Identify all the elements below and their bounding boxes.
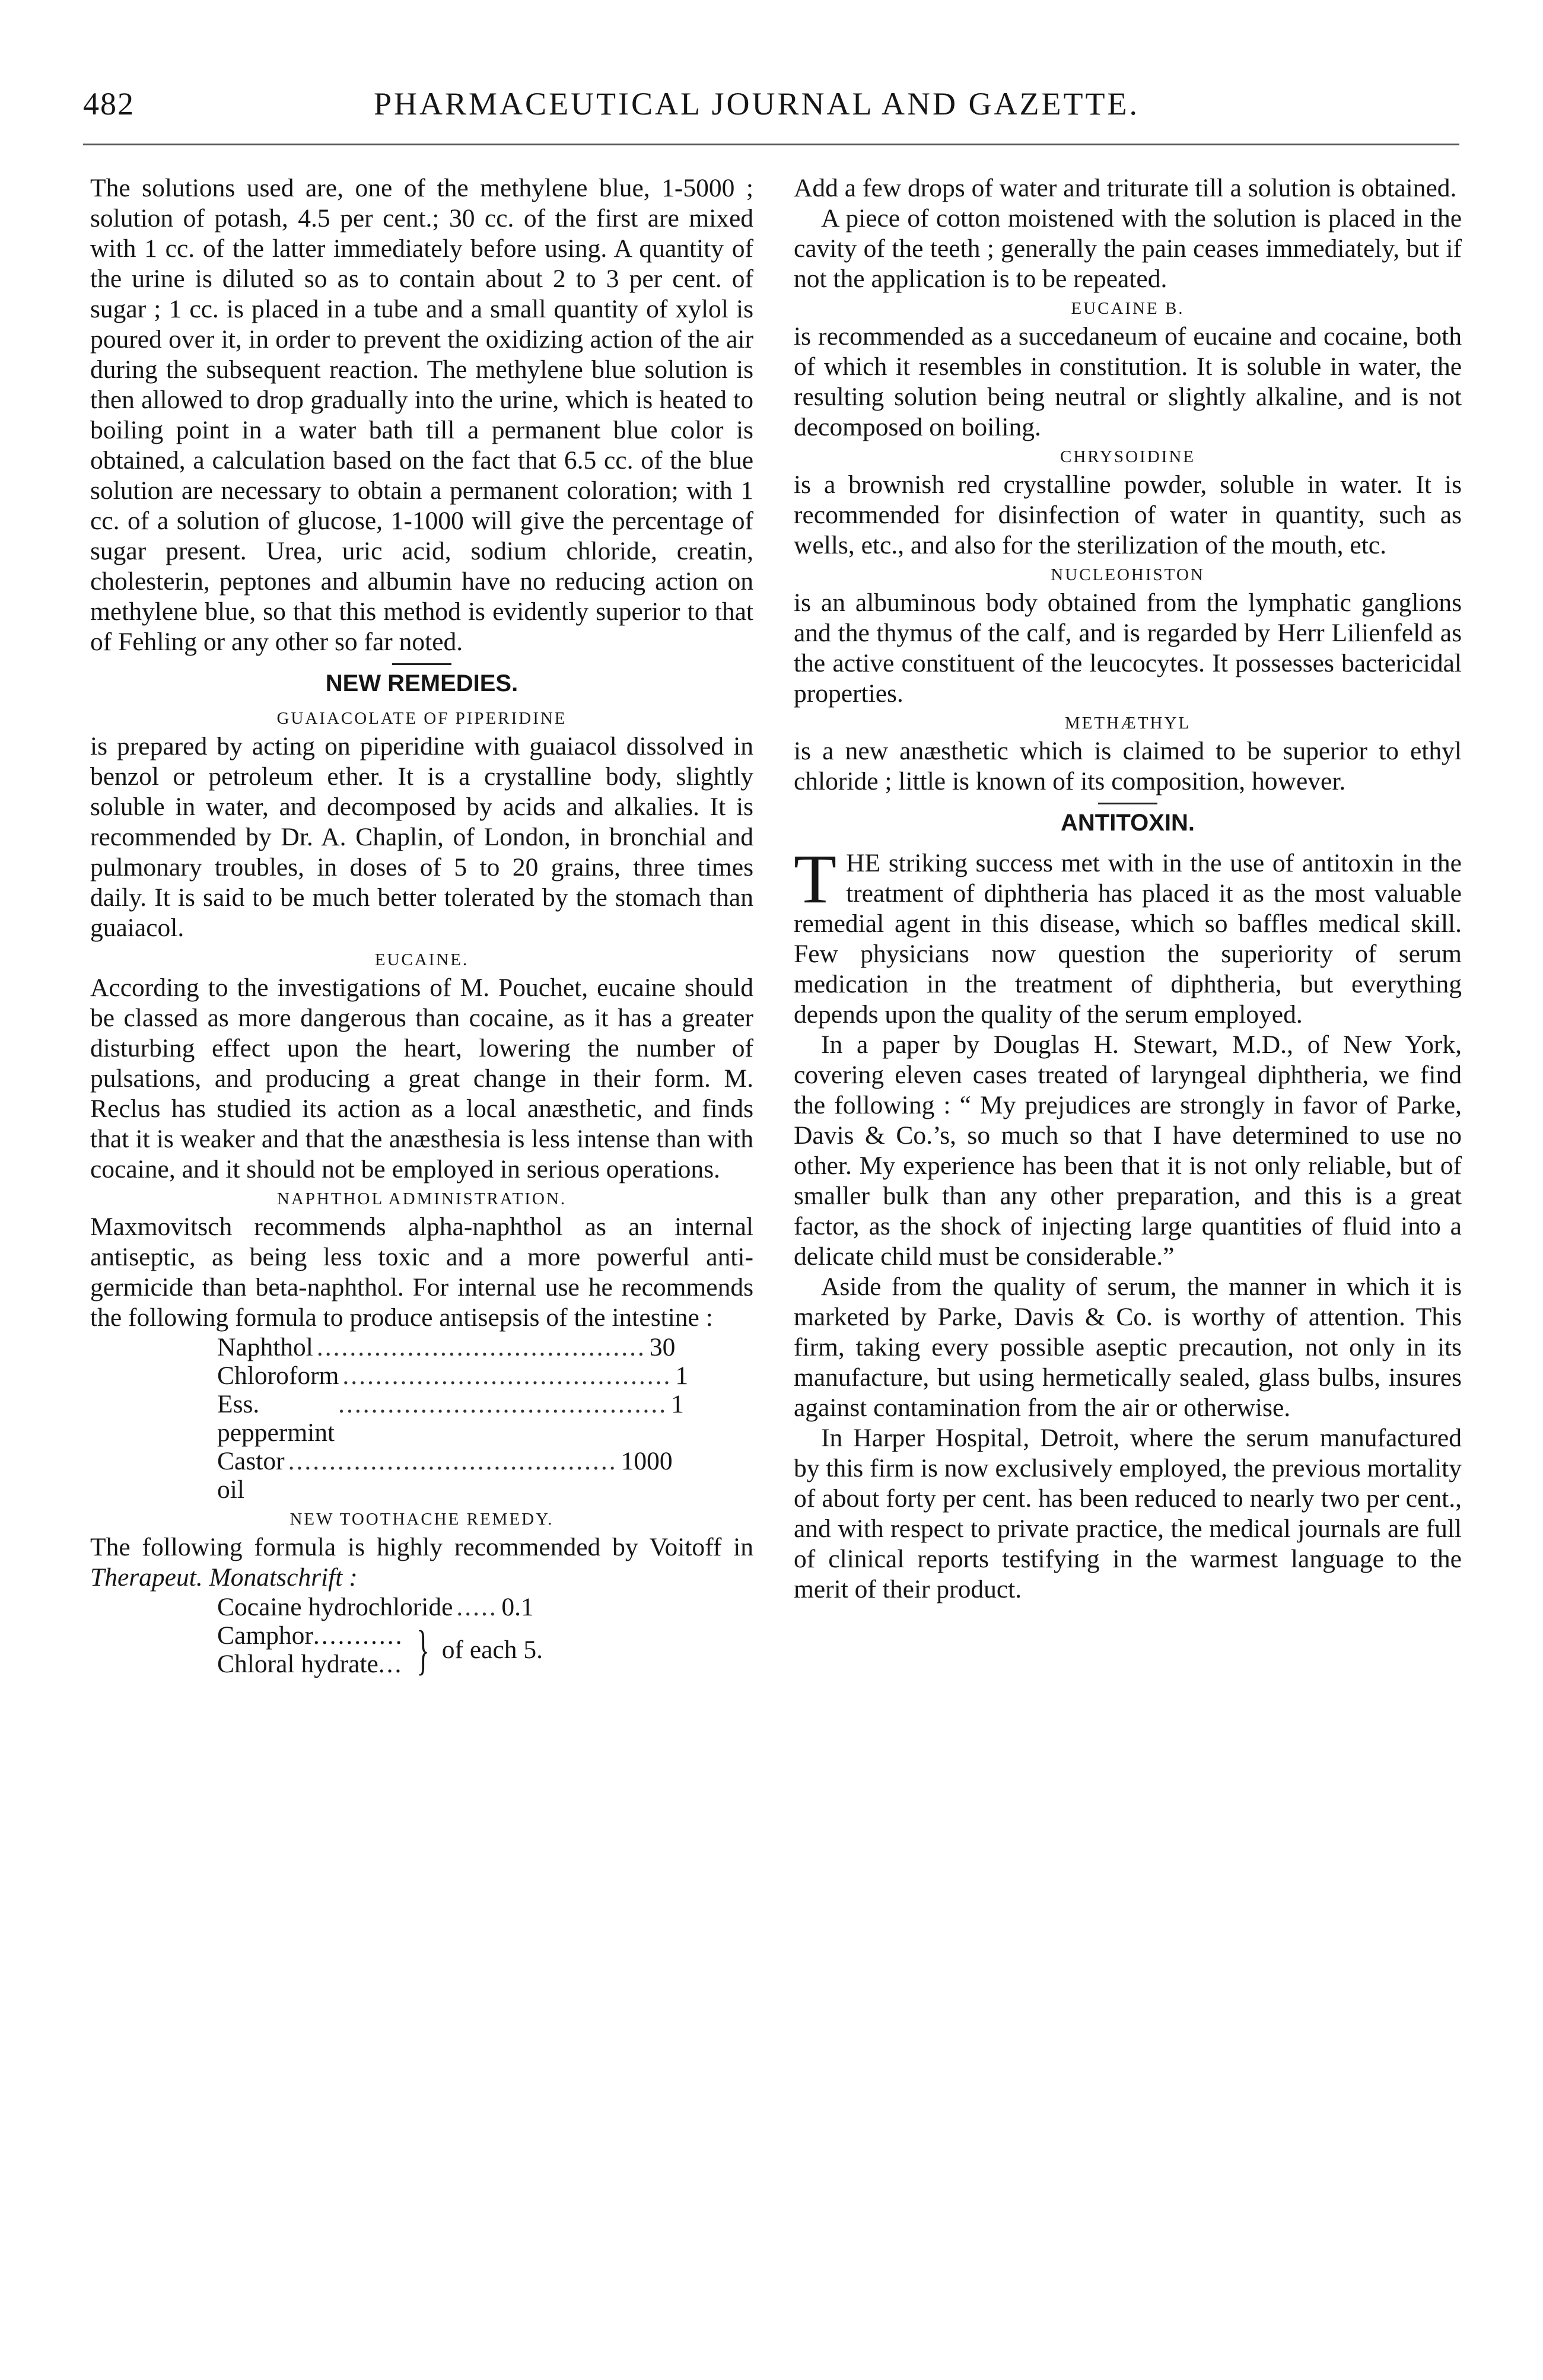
header-rule xyxy=(83,144,1459,145)
toothache-source: Therapeut. Monatschrift : xyxy=(90,1563,358,1592)
formula-row: Naphthol ........................................ 30 xyxy=(217,1333,676,1361)
naphthol-heading: NAPHTHOL ADMINISTRATION. xyxy=(276,1189,567,1208)
antitoxin-paragraph-2: In a paper by Douglas H. Stewart, M.D., of New York, covering eleven cases treated of laryngeal diphtheria, we find the following : “ My prejudices are strongly in favor of Parke, Davis & Co.’s, so much so that I have determined to use no other. My experience has been that it is not only reliable, but of smaller bulk than any other preparation, and this is a great factor, as the shock of injecting large quantities of fluid into a delicate child must be considerable.” xyxy=(794,1030,1462,1271)
formula-ingredient: Chloroform xyxy=(217,1361,339,1390)
antitoxin-paragraph-4: In Harper Hospital, Detroit, where the serum manufactured by this firm is now exclusively employed, the previous mortality of about forty per cent. has been reduced to nearly two per cent., and with respect to private practice, the medical journals are full of clinical reports testifying in the warmest language to the merit of their product. xyxy=(794,1424,1462,1603)
toothache-heading: NEW TOOTHACHE REMEDY. xyxy=(289,1510,554,1529)
nucleohiston-heading: NUCLEOHISTON xyxy=(1051,565,1205,584)
formula-amount: 1 xyxy=(671,1390,684,1418)
brace-symbol: } xyxy=(416,1619,430,1680)
naphthol-formula xyxy=(217,1333,689,1504)
toothache-intro: The following formula is highly recommended by Voitoff in xyxy=(90,1533,753,1561)
chrysoidine-heading: CHRYSOIDINE xyxy=(1060,447,1195,466)
eucaine-b-heading: EUCAINE B. xyxy=(1071,299,1185,318)
formula-row: Ess. peppermint ........................................ 1 xyxy=(217,1390,684,1447)
chrysoidine-paragraph: is a brownish red crystalline powder, soluble in water. It is recommended for disinfection of water in quantity, such as wells, etc., and also for the sterilization of the mouth, etc. xyxy=(794,470,1462,559)
formula-row: Castor oil ........................................ 1000 xyxy=(217,1447,673,1504)
formula-ingredient: Camphor........... xyxy=(217,1621,404,1650)
drop-cap: T xyxy=(794,840,837,918)
formula-ingredient: Naphthol xyxy=(217,1333,313,1361)
guaiacolate-heading: GUAIACOLATE OF PIPERIDINE xyxy=(276,709,567,728)
formula-ingredient: Cocaine hydrochloride xyxy=(217,1593,453,1621)
bracket-group xyxy=(217,1621,753,1678)
formula-ingredient: Castor oil xyxy=(217,1447,285,1504)
methylene-blue-paragraph: The solutions used are, one of the methylene blue, 1-5000 ; solution of potash, 4.5 per cent.; 30 cc. of the first are mixed with 1 cc. of the latter immediately before using. A quantity of the urine is diluted so as to contain about 2 to 3 per cent. of sugar ; 1 cc. is placed in a tube and a small quantity of xylol is poured over it, in order to prevent the oxidizing action of the air during the subsequent reaction. The methylene blue solution is then allowed to drop gradually into the urine, which is heated to boiling point in a water bath till a permanent blue color is obtained, a calculation based on the fact that 6.5 cc. of the blue solution are necessary to obtain a permanent coloration; with 1 cc. of a solution of glucose, 1-1000 will give the percentage of sugar present. Urea, uric acid, sodium chloride, creatin, cholesterin, peptones and albumin have no reducing action on methylene blue, so that this method is evidently superior to that of Fehling or any other so far noted. xyxy=(90,174,753,656)
methaethyl-heading: METHÆTHYL xyxy=(1064,714,1191,733)
methaethyl-paragraph: is a new anæsthetic which is claimed to be superior to ethyl chloride ; little is known of its composition, however. xyxy=(794,737,1462,796)
antitoxin-paragraph-1: THE striking success met with in the use of antitoxin in the treatment of diphtheria has placed it as the most valuable remedial agent in this disease, which so baffles medical skill. Few physicians now question the superiority of serum medication in the treatment of diphtheria, but everything depends upon the quality of the serum employed. xyxy=(794,840,1462,1029)
page-number: 482 xyxy=(83,86,135,122)
section-divider xyxy=(392,663,451,665)
right-column xyxy=(794,173,1462,1605)
left-column xyxy=(90,173,753,1678)
eucaine-b-paragraph: is recommended as a succedaneum of eucaine and cocaine, both of which it resembles in constitution. It is soluble in water, the resulting solution being neutral or slightly alkaline, and is not decomposed on boiling. xyxy=(794,322,1462,441)
formula-amount: 1 xyxy=(675,1361,689,1390)
guaiacolate-paragraph: is prepared by acting on piperidine with guaiacol dissolved in benzol or petroleum ether. It is a crystalline body, slightly soluble in water, and decomposed by acids and alkalies. It is recommended by Dr. A. Chaplin, of London, in bronchial and pulmonary troubles, in doses of 5 to 20 grains, three times daily. It is said to be much better tolerated by the stomach than guaiacol. xyxy=(90,732,753,942)
formula-amount: 30 xyxy=(649,1333,676,1361)
formula-row: Cocaine hydrochloride ..... 0.1 xyxy=(217,1593,632,1621)
formula-row: Chloroform ........................................ 1 xyxy=(217,1361,689,1390)
antitoxin-paragraph-3: Aside from the quality of serum, the manner in which it is marketed by Parke, Davis & Co. is worthy of attention. This firm, taking every possible aseptic precaution, not only in its manufacture, but using hermetically sealed, glass bulbs, insures against contamination from the air or otherwise. xyxy=(794,1272,1462,1422)
eucaine-paragraph: According to the investigations of M. Pouchet, eucaine should be classed as more dangerous than cocaine, as it has a greater disturbing effect upon the heart, lowering the number of pulsations, and producing a great change in their form. M. Reclus has studied its action as a local anæsthetic, and finds that it is weaker and that the anæsthesia is less intense than with cocaine, and it should not be employed in serious operations. xyxy=(90,973,753,1183)
eucaine-heading: EUCAINE. xyxy=(374,950,469,969)
formula-amount: 0.1 xyxy=(501,1593,534,1621)
formula-ingredient: Ess. peppermint xyxy=(217,1390,335,1447)
naphthol-paragraph: Maxmovitsch recommends alpha-naphthol as an internal antiseptic, as being less toxic and a more powerful anti-germicide than beta-naphthol. For internal use he recommends the following formula to produce antisepsis of the intestine : xyxy=(90,1213,753,1332)
antitoxin-title: ANTITOXIN. xyxy=(1061,810,1195,836)
page-header xyxy=(83,83,1459,131)
section-divider xyxy=(1098,803,1157,804)
journal-title: PHARMACEUTICAL JOURNAL AND GAZETTE. xyxy=(374,86,1140,122)
toothache-continuation-1: Add a few drops of water and triturate till a solution is obtained. xyxy=(794,174,1457,202)
nucleohiston-paragraph: is an albuminous body obtained from the lymphatic ganglions and the thymus of the calf, and is regarded by Herr Lilienfeld as the active constituent of the leucocytes. It possesses bactericidal properties. xyxy=(794,588,1462,708)
formula-ingredient: Chloral hydrate... xyxy=(217,1650,403,1678)
new-remedies-title: NEW REMEDIES. xyxy=(325,670,518,696)
bracket-note: of each 5. xyxy=(441,1635,543,1664)
toothache-paragraph xyxy=(90,1532,753,1593)
formula-amount: 1000 xyxy=(621,1447,673,1475)
toothache-formula xyxy=(217,1593,632,1621)
toothache-continuation-2: A piece of cotton moistened with the solution is placed in the cavity of the teeth ; generally the pain ceases immediately, but if not the application is to be repeated. xyxy=(794,204,1462,293)
